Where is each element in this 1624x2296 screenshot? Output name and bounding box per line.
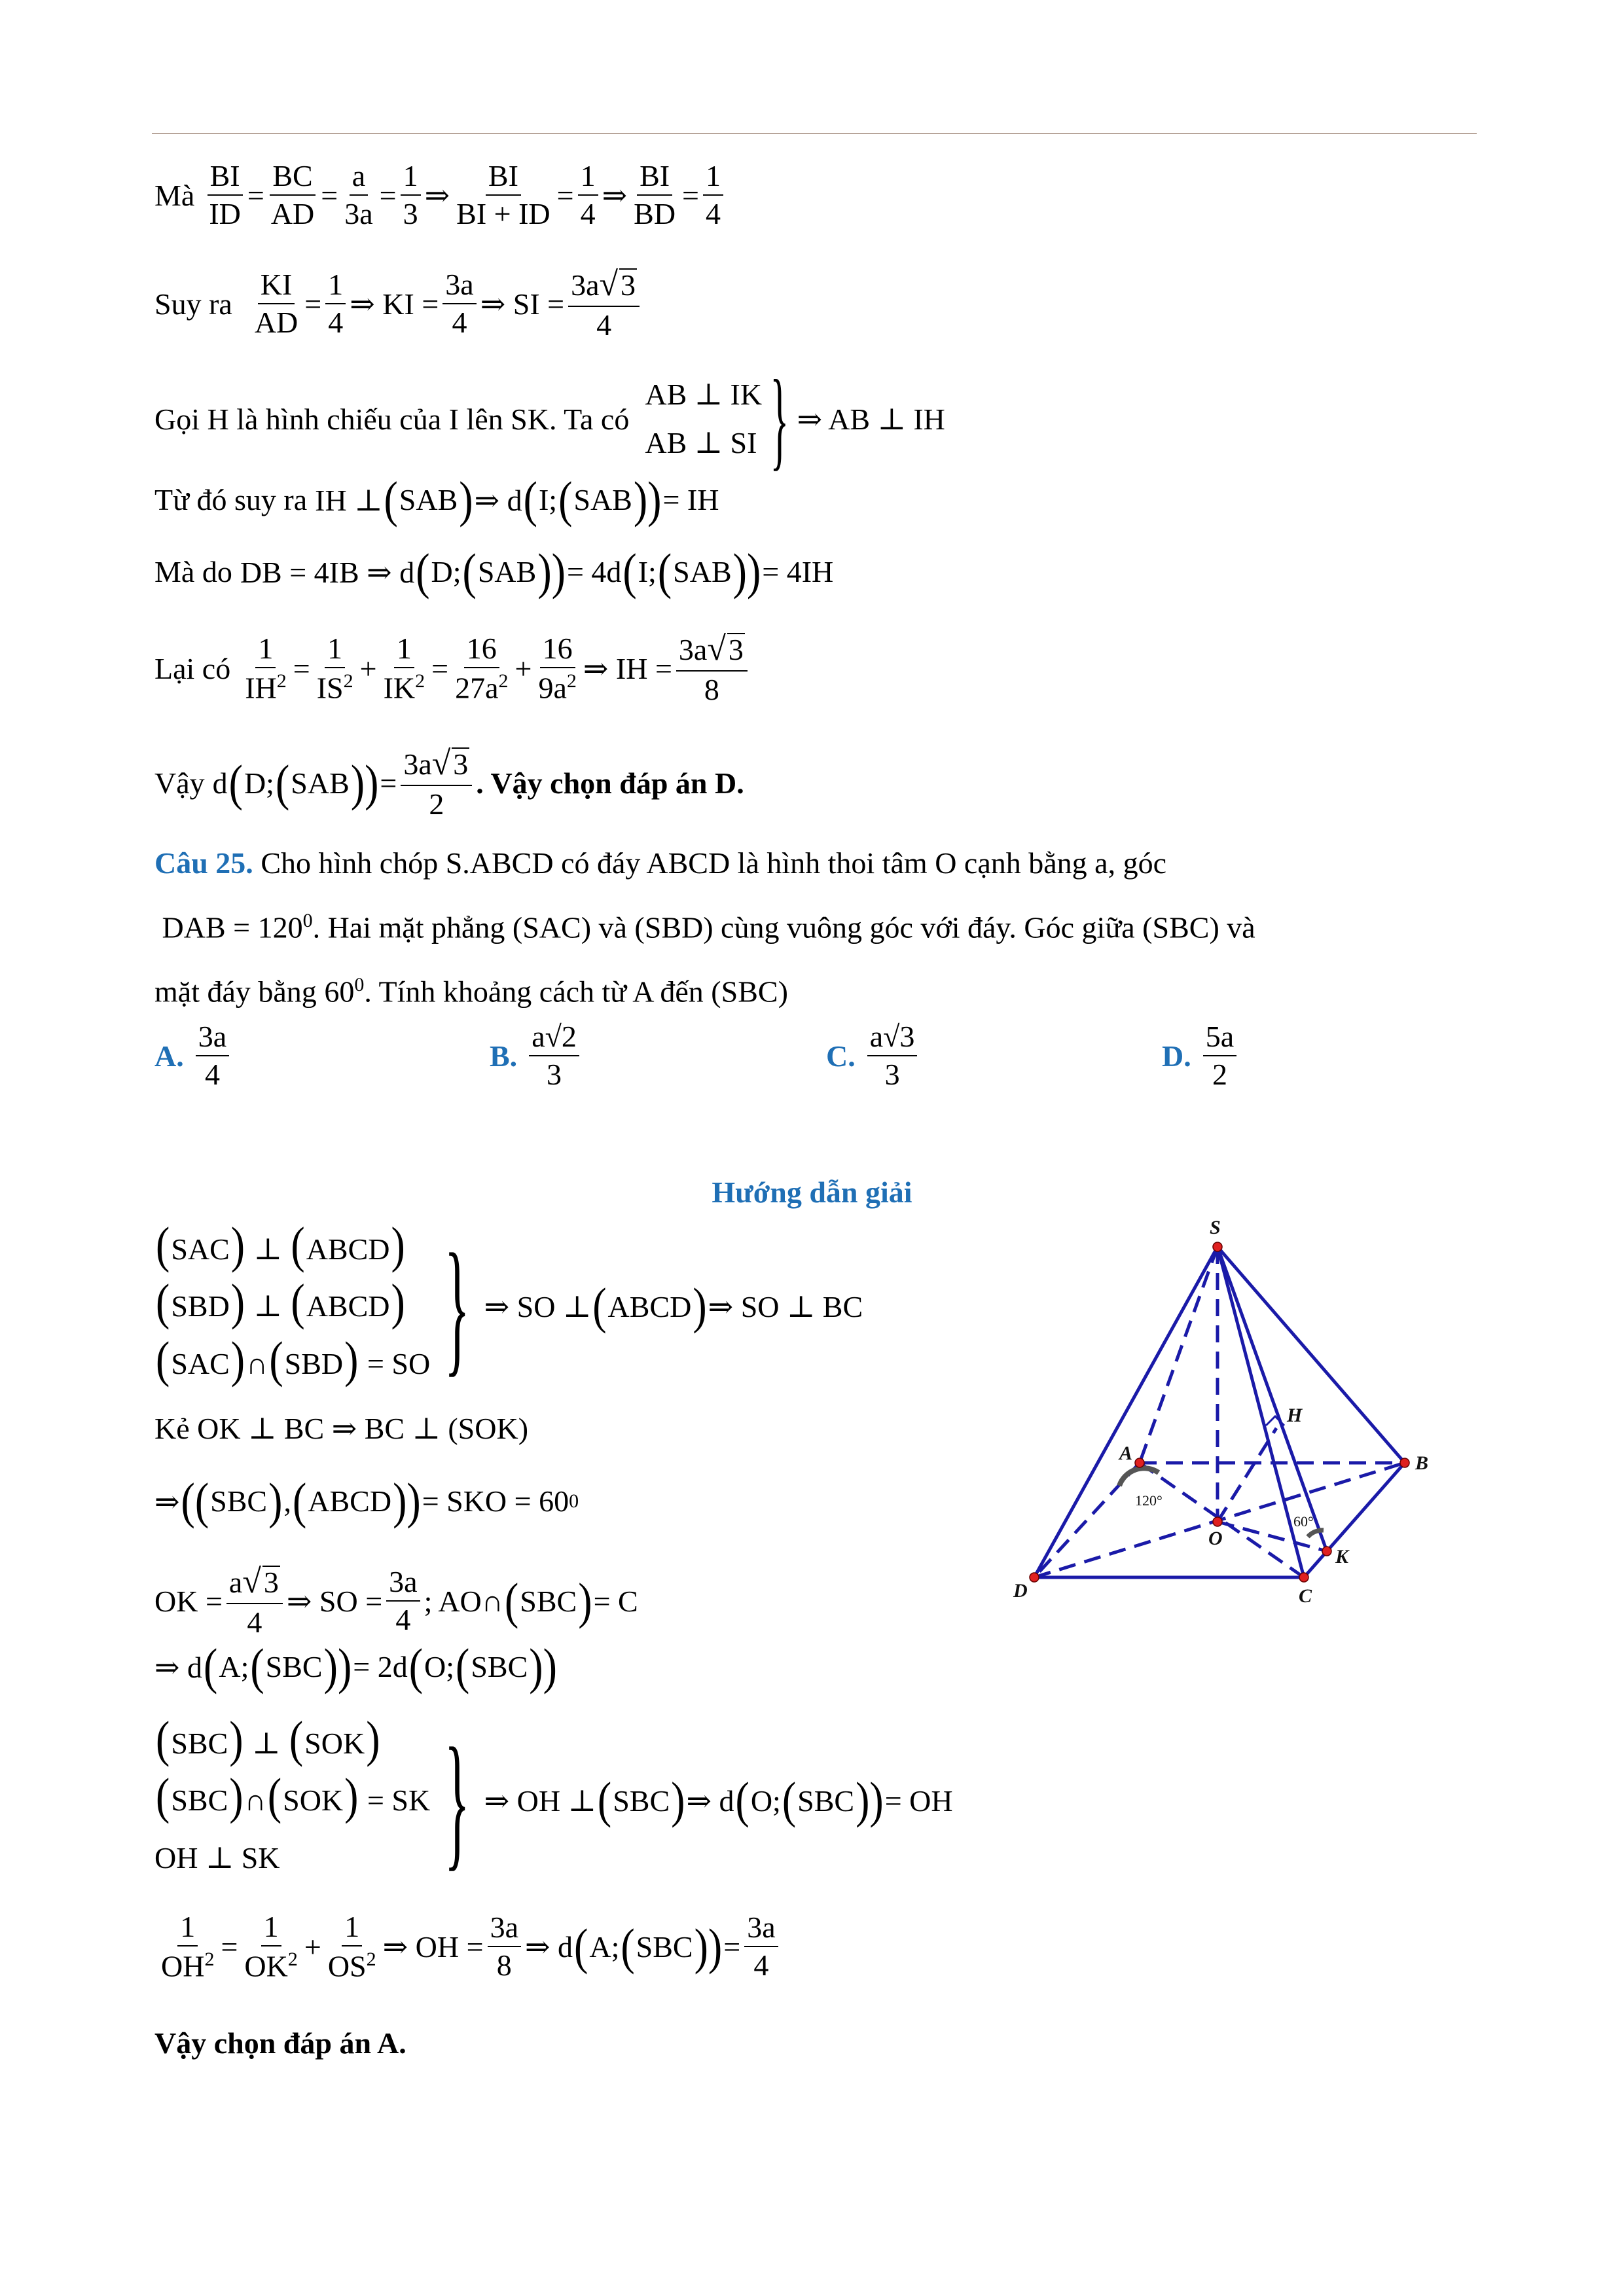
fraction: $\frac{BC}{AD}$ bbox=[270, 159, 315, 231]
edge-sk bbox=[1218, 1247, 1327, 1551]
line-answer-d: Vậy d ( D; ( SAB )) = $\frac{3a√3}{2}$ . Vậy chọn đáp án D. bbox=[154, 745, 744, 821]
option-label: D. bbox=[1162, 1039, 1191, 1073]
point-b bbox=[1400, 1458, 1409, 1467]
line-prefix: Mà bbox=[154, 178, 195, 212]
solution-conclusion: Vậy chọn đáp án A. bbox=[154, 2026, 406, 2060]
point-s bbox=[1213, 1242, 1222, 1251]
solution-system-1: (SAC) ⊥ (ABCD) (SBD) ⊥ (ABCD) (SAC)∩(SBD) = SO } ⇒ SO ⊥ ( ABCD ) ⇒ SO ⊥ BC bbox=[154, 1221, 863, 1392]
edge-cb bbox=[1304, 1463, 1405, 1577]
fraction: $\frac{16}{27a^2}$ bbox=[455, 631, 509, 705]
system: (SAC) ⊥ (ABCD) (SBD) ⊥ (ABCD) (SAC)∩(SBD) = SO bbox=[156, 1217, 431, 1388]
conclusion-d: . Vậy chọn đáp án D. bbox=[476, 766, 744, 800]
edge-oh bbox=[1218, 1428, 1276, 1522]
question-text: . Hai mặt phẳng (SAC) và (SBD) cùng vuông góc với đáy. Góc giữa (SBC) và bbox=[312, 910, 1255, 944]
fraction: $\frac{1}{OH^2}$ bbox=[161, 1910, 215, 1983]
point-o bbox=[1213, 1517, 1222, 1526]
option-c[interactable] bbox=[826, 1021, 921, 1091]
fraction: $\frac{a}{3a}$ bbox=[344, 159, 373, 231]
solution-oh-value: $\frac{1}{OH^2}$ = $\frac{1}{OK^2}$ + $\frac{1}{OS^2}$ ⇒ OH = $\frac{3a}{8}$ ⇒ d ( A; ( SBC )) = $\frac{3a}{4}$ bbox=[154, 1911, 782, 1982]
solution-heading: Hướng dẫn giải bbox=[712, 1175, 912, 1209]
line-distance-d: Mà do DB = 4IB ⇒ d ( D; ( SAB )) = 4d ( I; ( SAB )) = 4IH bbox=[154, 543, 834, 600]
label-b: B bbox=[1415, 1452, 1429, 1474]
line-prefix: Vậy bbox=[154, 766, 205, 800]
option-fraction: $\frac{a√3}{3}$ bbox=[867, 1021, 918, 1091]
question-text: . Tính khoảng cách từ A đến (SBC) bbox=[364, 975, 788, 1009]
label-h: H bbox=[1287, 1405, 1303, 1426]
fraction: $\frac{3a}{4}$ bbox=[442, 269, 476, 339]
angle-arc-a bbox=[1119, 1468, 1159, 1486]
solution-angle: ⇒ (( SBC ) , ( ABCD )) = SKO = 60 0 bbox=[154, 1473, 579, 1530]
fraction: $\frac{1}{IH^2}$ bbox=[245, 631, 287, 705]
fraction: $\frac{3a}{4}$ bbox=[386, 1566, 420, 1636]
option-label: B. bbox=[490, 1039, 518, 1073]
line-projection-h: Gọi H là hình chiếu của I lên SK. Ta có AB ⊥ IK AB ⊥ SI } ⇒ AB ⊥ IH bbox=[154, 357, 945, 480]
fraction: $\frac{BI}{ID}$ bbox=[206, 160, 244, 230]
option-b[interactable] bbox=[490, 1021, 583, 1091]
option-fraction: $\frac{a√2}{3}$ bbox=[529, 1021, 579, 1091]
point-d bbox=[1030, 1573, 1039, 1582]
fraction: $\frac{1}{4}$ bbox=[578, 160, 598, 230]
fraction: $\frac{1}{3}$ bbox=[401, 160, 421, 230]
angle-label-a: 120° bbox=[1135, 1492, 1163, 1509]
fraction: $\frac{1}{IS^2}$ bbox=[316, 631, 353, 705]
point-a bbox=[1135, 1458, 1144, 1467]
solution-ok-so: OK = $\frac{a√3}{4}$ ⇒ SO = $\frac{3a}{4}$ ; AO∩ ( SBC ) = C bbox=[154, 1563, 638, 1639]
solution-system-2: (SBC) ⊥ (SOK) (SBC)∩(SOK) = SK OH ⊥ SK } ⇒ OH ⊥ ( SBC ) ⇒ d ( O; ( SBC )) = OH bbox=[154, 1715, 953, 1886]
line-prefix: Suy ra bbox=[154, 287, 232, 321]
solution-ke-ok: Kẻ OK ⊥ BC ⇒ BC ⊥ (SOK) bbox=[154, 1412, 529, 1445]
fraction: $\frac{16}{9a^2}$ bbox=[538, 631, 577, 705]
option-label: A. bbox=[154, 1039, 184, 1073]
label-c: C bbox=[1299, 1585, 1312, 1607]
label-k: K bbox=[1335, 1546, 1349, 1568]
edge-sa bbox=[1140, 1247, 1218, 1463]
label-o: O bbox=[1208, 1528, 1223, 1549]
fraction: $\frac{3a}{8}$ bbox=[488, 1912, 521, 1982]
option-fraction: $\frac{5a}{2}$ bbox=[1203, 1021, 1236, 1091]
question-label: Câu 25. bbox=[154, 846, 253, 880]
point-c bbox=[1299, 1573, 1308, 1582]
fraction: $\frac{1}{OS^2}$ bbox=[327, 1910, 376, 1983]
line-ih-value: Lại có $\frac{1}{IH^2}$ = $\frac{1}{IS^2}$ + $\frac{1}{IK^2}$ = $\frac{16}{27a^2}$ + $\frac{16}{9a^2}$ ⇒ IH = $\frac{3a√3}{8}$ bbox=[154, 632, 751, 706]
fraction: $\frac{1}{4}$ bbox=[703, 160, 723, 230]
option-label: C. bbox=[826, 1039, 856, 1073]
fraction: $\frac{3a√3}{4}$ bbox=[568, 267, 640, 341]
fraction: $\frac{BI}{BI + ID}$ bbox=[456, 159, 550, 231]
fraction: $\frac{3a√3}{2}$ bbox=[401, 746, 472, 820]
line-ih-perp-sab: Từ đó suy ra IH ⊥ ( SAB ) ⇒ d ( I; ( SAB )) = IH bbox=[154, 471, 719, 528]
fraction: $\frac{a√3}{4}$ bbox=[226, 1564, 283, 1638]
system: AB ⊥ IK AB ⊥ SI bbox=[645, 378, 763, 459]
point-k bbox=[1322, 1547, 1331, 1556]
angle-label-k: 60° bbox=[1293, 1513, 1314, 1530]
header-rule bbox=[152, 133, 1477, 134]
question-text: Cho hình chóp S.ABCD có đáy ABCD là hình thoi tâm O cạnh bằng a, góc bbox=[253, 846, 1166, 880]
fraction: $\frac{1}{4}$ bbox=[325, 269, 346, 339]
fraction: $\frac{3a√3}{8}$ bbox=[676, 632, 748, 706]
option-a[interactable] bbox=[154, 1021, 233, 1091]
line-text: Gọi H là hình chiếu của I lên SK. Ta có bbox=[154, 402, 630, 436]
system: (SBC) ⊥ (SOK) (SBC)∩(SOK) = SK OH ⊥ SK bbox=[154, 1711, 431, 1874]
pyramid-figure bbox=[1001, 1217, 1460, 1623]
solution-distance-ratio: ⇒ d ( A; ( SBC )) = 2d ( O; ( SBC )) bbox=[154, 1638, 557, 1695]
fraction: $\frac{KI}{AD}$ bbox=[254, 268, 298, 340]
question-25: Câu 25. Cho hình chóp S.ABCD có đáy ABCD là hình thoi tâm O cạnh bằng a, góc DAB = $120^0$. Hai mặt phẳng (SAC) và (SBD) cùng vuông góc với đáy. Góc giữa (SBC) và mặt đáy bằng $60^0$. Tính khoảng cách từ A đến (SBC) bbox=[154, 846, 1255, 1009]
line-prefix: Lại có bbox=[154, 651, 231, 685]
fraction: $\frac{3a}{4}$ bbox=[744, 1912, 778, 1982]
label-d: D bbox=[1013, 1580, 1028, 1602]
option-fraction: $\frac{3a}{4}$ bbox=[196, 1021, 229, 1091]
line-ratio-bi-id: Mà $\frac{BI}{ID}$ = $\frac{BC}{AD}$ = $\frac{a}{3a}$ = $\frac{1}{3}$ ⇒ $\frac{BI}{BI + ID}$ = $\frac{1}{4}$ ⇒ $\frac{BI}{BD}$ = $\frac{1}{4}$ bbox=[154, 160, 727, 230]
question-text: mặt đáy bằng bbox=[154, 975, 317, 1009]
line-ki-si: Suy ra $\frac{KI}{AD}$ = $\frac{1}{4}$ ⇒ KI = $\frac{3a}{4}$ ⇒ SI = $\frac{3a√3}{4}$ bbox=[154, 267, 643, 341]
fraction: $\frac{1}{IK^2}$ bbox=[383, 631, 425, 705]
line-prefix: Từ đó suy ra bbox=[154, 483, 308, 517]
line-prefix: Mà do bbox=[154, 555, 232, 589]
fraction: $\frac{1}{OK^2}$ bbox=[244, 1910, 298, 1983]
fraction: $\frac{BI}{BD}$ bbox=[634, 159, 676, 231]
label-a: A bbox=[1119, 1443, 1133, 1464]
option-d[interactable] bbox=[1162, 1021, 1240, 1091]
label-s: S bbox=[1210, 1217, 1221, 1238]
